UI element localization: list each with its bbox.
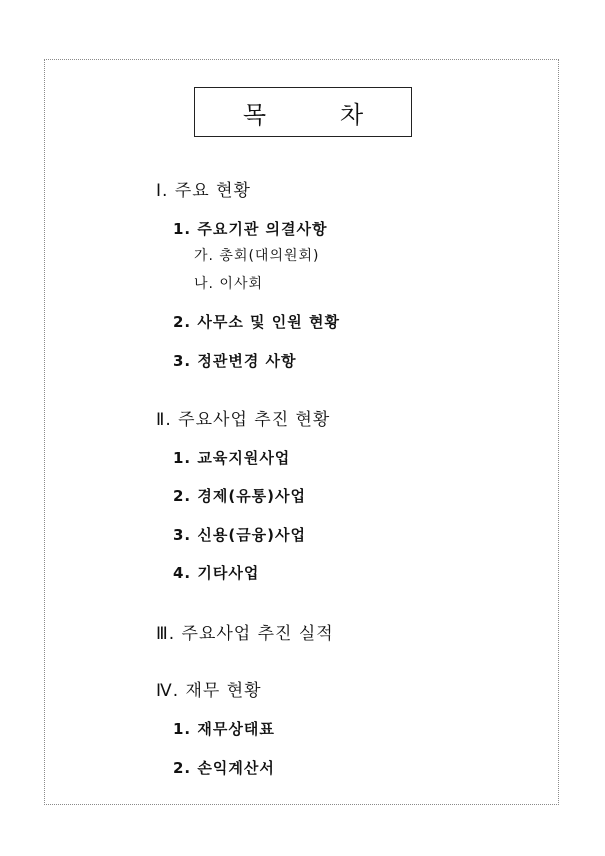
toc-title-left: 목 xyxy=(242,100,266,129)
page-border xyxy=(44,59,559,805)
toc-item-1-3[interactable]: 3. 정관변경 사항 xyxy=(173,352,297,370)
toc-item-2-2[interactable]: 2. 경제(유통)사업 xyxy=(173,487,307,505)
toc-title-right: 차 xyxy=(340,100,364,129)
toc-item-2-1[interactable]: 1. 교육지원사업 xyxy=(173,449,291,467)
toc-item-1-2[interactable]: 2. 사무소 및 인원 현황 xyxy=(173,313,340,331)
section-heading-1[interactable]: Ⅰ. 주요 현황 xyxy=(156,181,251,201)
toc-item-2-4[interactable]: 4. 기타사업 xyxy=(173,564,260,582)
toc-item-2-3[interactable]: 3. 신용(금융)사업 xyxy=(173,526,307,544)
toc-item-4-1[interactable]: 1. 재무상태표 xyxy=(173,720,275,738)
toc-subitem-1-1-b[interactable]: 나. 이사회 xyxy=(194,276,263,292)
section-heading-3[interactable]: Ⅲ. 주요사업 추진 실적 xyxy=(156,624,334,644)
toc-title-box xyxy=(194,87,412,137)
toc-item-4-2[interactable]: 2. 손익계산서 xyxy=(173,759,275,777)
section-heading-2[interactable]: Ⅱ. 주요사업 추진 현황 xyxy=(156,410,331,430)
section-heading-4[interactable]: Ⅳ. 재무 현황 xyxy=(156,681,262,701)
toc-item-1-1[interactable]: 1. 주요기관 의결사항 xyxy=(173,220,328,238)
toc-subitem-1-1-a[interactable]: 가. 총회(대의원회) xyxy=(194,248,320,264)
